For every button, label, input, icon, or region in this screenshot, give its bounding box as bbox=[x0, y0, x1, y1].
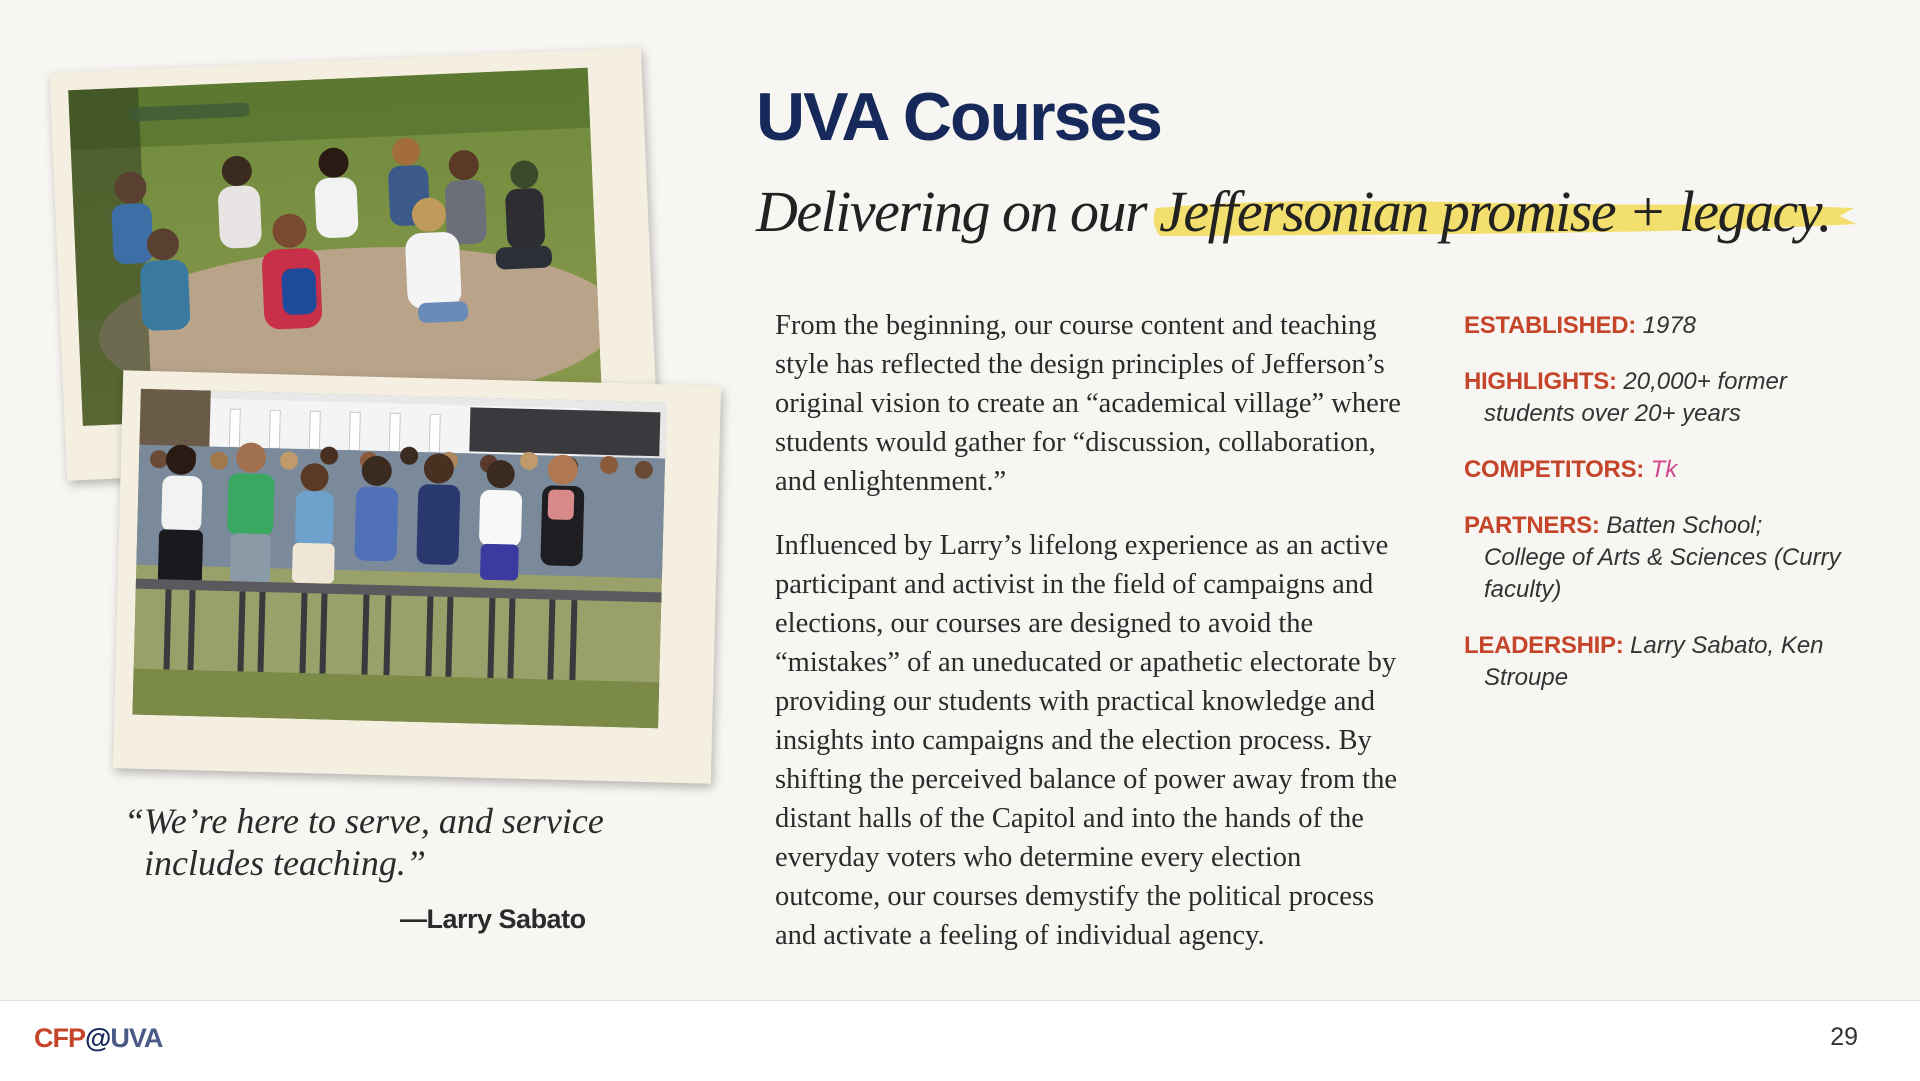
body-paragraph-1: From the beginning, our course content and teaching style has reflected the design principles of Jefferson’s original vision to create an “academical village” where students would gather for “discussion, collaboration, and enlightenment.” bbox=[775, 310, 1401, 497]
footer bbox=[0, 1000, 1920, 1081]
logo-uva: UVA bbox=[110, 1023, 163, 1053]
quote-line-2: includes teaching.” bbox=[144, 843, 426, 883]
fact-value: 1978 bbox=[1642, 312, 1697, 339]
students-group-photo bbox=[113, 370, 721, 784]
facts-list bbox=[1464, 310, 1844, 718]
fact-value: Batten School; College of Arts & Sciences (Curry faculty) bbox=[1484, 512, 1841, 603]
subtitle bbox=[756, 178, 1831, 245]
subtitle-highlighted: Jeffersonian promise + legacy. bbox=[1159, 179, 1831, 244]
page-title: UVA Courses bbox=[756, 79, 1161, 155]
fact-label: PARTNERS: bbox=[1464, 512, 1600, 539]
fact-label: ESTABLISHED: bbox=[1464, 312, 1636, 339]
body-text bbox=[775, 306, 1410, 980]
fact-value: Larry Sabato, Ken Stroupe bbox=[1484, 632, 1824, 691]
fact-label: HIGHLIGHTS: bbox=[1464, 368, 1617, 395]
fact-partners bbox=[1464, 510, 1844, 606]
subtitle-lead: Delivering on our bbox=[756, 179, 1160, 244]
fact-competitors bbox=[1464, 454, 1844, 486]
page-number: 29 bbox=[1830, 1023, 1858, 1051]
logo-cfp: CFP bbox=[34, 1023, 85, 1053]
fact-leadership bbox=[1464, 630, 1844, 694]
quote-attribution: —Larry Sabato bbox=[400, 904, 586, 934]
fact-label: LEADERSHIP: bbox=[1464, 632, 1624, 659]
pull-quote bbox=[124, 800, 604, 884]
body-paragraph-2: Influenced by Larry’s lifelong experience as an active participant and activist in the field of campaigns and elections, our courses are designed to avoid the “mistakes” of an uneducated or apathetic electorate by providing our students with practical knowledge and insights into campaigns and the election process. By shifting the perceived balance of power away from the distant halls of the Capitol and into the hands of the everyday voters who determine every election outcome, our courses demystify the political process and activate a feeling of individual agency. bbox=[775, 530, 1397, 951]
fact-highlights bbox=[1464, 366, 1844, 430]
quote-line-1: “We’re here to serve, and service bbox=[124, 801, 604, 841]
fact-label: COMPETITORS: bbox=[1464, 456, 1644, 483]
fact-value: 20,000+ former students over 20+ years bbox=[1484, 368, 1787, 427]
cfp-uva-logo bbox=[34, 1023, 162, 1054]
fact-value: Tk bbox=[1650, 456, 1678, 483]
logo-at: @ bbox=[85, 1023, 111, 1053]
fact-established bbox=[1464, 310, 1844, 342]
students-group-image bbox=[132, 389, 666, 729]
